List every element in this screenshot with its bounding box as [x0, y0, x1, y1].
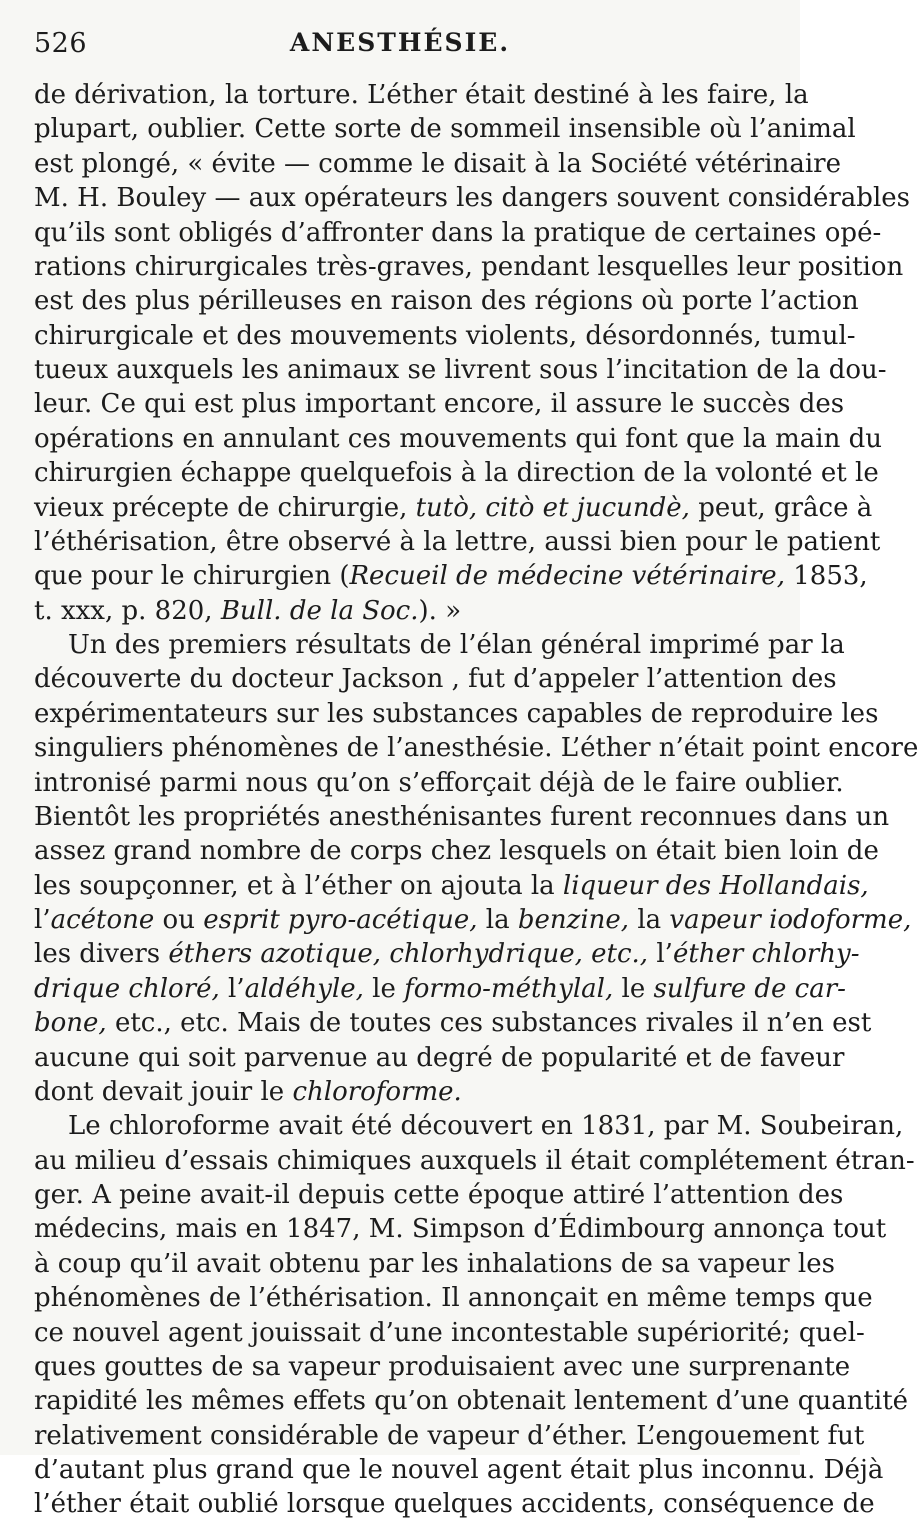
- text-segment: l’: [34, 905, 51, 935]
- running-head: [34, 28, 766, 68]
- text-segment: au milieu d’essais chimiques auxquels il était complétement étran-: [34, 1145, 915, 1176]
- text-line: [34, 731, 918, 765]
- text-line: [34, 1109, 904, 1143]
- text-line: [34, 1075, 758, 1109]
- text-segment: aucune qui soit parvenue au degré de popularité et de faveur: [34, 1042, 845, 1073]
- running-title: ANESTHÉSIE.: [289, 28, 511, 57]
- text-segment: ou: [154, 905, 204, 935]
- italic-text: Recueil de médecine vétérinaire,: [349, 561, 785, 592]
- text-segment: t. xxx, p. 820,: [34, 595, 221, 626]
- text-line: [34, 1041, 845, 1075]
- text-line: [34, 319, 856, 353]
- page-number: 526: [34, 28, 88, 59]
- text-segment: est des plus périlleuses en raison des régions où porte l’action: [34, 286, 859, 317]
- text-line: [34, 697, 879, 731]
- text-segment: assez grand nombre de corps chez lesquels on était bien loin de: [34, 836, 879, 867]
- text-segment: rations chirurgicales très-graves, pendant lesquelles leur position: [34, 251, 904, 282]
- text-segment: l’éthérisation, être observé à la lettre, aussi bien pour le patient: [34, 526, 881, 557]
- text-line: [34, 422, 883, 456]
- text-line: [34, 594, 758, 628]
- text-segment: ques gouttes de sa vapeur produisaient avec une surprenante: [34, 1351, 851, 1382]
- text-line: [34, 559, 868, 593]
- text-line: [34, 1453, 884, 1487]
- text-line: [34, 628, 845, 662]
- text-segment: la: [477, 905, 518, 935]
- text-line: [34, 869, 869, 903]
- text-segment: dont devait jouir le: [34, 1076, 293, 1107]
- text-line: [34, 1350, 851, 1384]
- text-segment: est plongé, « évite — comme le disait à la Société vétérinaire: [34, 148, 841, 179]
- text-segment: peut, grâce à: [689, 492, 873, 523]
- text-line: [34, 1212, 887, 1246]
- text-line: [34, 834, 879, 868]
- text-segment: ger. A peine avait-il depuis cette époque attiré l’attention des: [34, 1180, 844, 1210]
- italic-text: éthers azotique, chlorhydrique, etc.,: [168, 939, 649, 970]
- text-segment: le: [613, 973, 654, 1004]
- text-segment: chirurgicale et des mouvements violents, désordonnés, tumul-: [34, 320, 856, 351]
- text-line: [34, 937, 860, 971]
- text-line: [34, 525, 881, 559]
- text-line: [34, 181, 910, 215]
- text-segment: de dérivation, la torture. L’éther était destiné à les faire, la: [34, 80, 809, 110]
- text-segment: à coup qu’il avait obtenu par les inhalations de sa vapeur les: [34, 1248, 835, 1279]
- italic-text: vapeur iodoforme,: [669, 905, 912, 935]
- text-segment: opérations en annulant ces mouvements qui font que la main du: [34, 423, 883, 454]
- italic-text: sulfure de car-: [653, 973, 846, 1004]
- italic-text: benzine,: [517, 905, 630, 935]
- text-line: [34, 78, 809, 112]
- text-line: [34, 1281, 873, 1315]
- text-line: [34, 1247, 835, 1281]
- text-segment: les soupçonner, et à l’éther on ajouta la: [34, 870, 563, 901]
- text-segment: chirurgien échappe quelquefois à la direction de la volonté et le: [34, 458, 879, 489]
- text-segment: Un des premiers résultats de l’élan général imprimé par la: [68, 630, 845, 660]
- text-line: [34, 903, 912, 937]
- text-segment: etc., etc. Mais de toutes ces substances rivales il n’en est: [106, 1008, 872, 1039]
- italic-text: acétone: [50, 905, 155, 935]
- text-segment: la: [629, 905, 670, 935]
- italic-text: éther chlorhy-: [672, 939, 860, 970]
- text-segment: leur. Ce qui est plus important encore, il assure le succès des: [34, 389, 845, 420]
- text-line: [34, 972, 846, 1006]
- text-line: [34, 216, 882, 250]
- text-line: [34, 662, 837, 696]
- text-segment: rapidité les mêmes effets qu’on obtenait lentement d’une quantité: [34, 1386, 909, 1417]
- text-segment: l’: [648, 939, 673, 970]
- text-segment: ). »: [418, 595, 462, 626]
- italic-text: liqueur des Hollandais,: [562, 870, 869, 901]
- text-segment: plupart, oublier. Cette sorte de sommeil insensible où l’animal: [34, 114, 856, 145]
- text-line: [34, 456, 879, 490]
- text-line: [34, 491, 873, 525]
- text-segment: Le chloroforme avait été découvert en 1831, par M. Soubeiran,: [68, 1111, 904, 1142]
- text-line: [34, 1384, 909, 1418]
- text-segment: le: [363, 973, 405, 1004]
- text-segment: Bientôt les propriétés anesthénisantes furent reconnues dans un: [34, 801, 890, 832]
- text-segment: qu’ils sont obligés d’affronter dans la pratique de certaines opé-: [34, 217, 882, 248]
- text-line: [34, 1316, 865, 1350]
- text-line: [34, 766, 844, 800]
- text-line: [34, 112, 856, 146]
- text-segment: expérimentateurs sur les substances capables de reproduire les: [34, 698, 879, 729]
- text-segment: M. H. Bouley — aux opérateurs les dangers souvent considérables: [34, 183, 910, 214]
- text-segment: intronisé parmi nous qu’on s’efforçait déjà de le faire oublier.: [34, 767, 844, 798]
- text-line: [34, 800, 890, 834]
- italic-text: bone,: [34, 1008, 107, 1039]
- text-line: [34, 1144, 915, 1178]
- text-segment: 1853,: [784, 561, 868, 592]
- italic-text: esprit pyro-acétique,: [203, 905, 478, 935]
- text-segment: l’éther était oublié lorsque quelques accidents, conséquence de: [34, 1489, 875, 1520]
- italic-text: formo-méthylal,: [404, 973, 614, 1004]
- italic-text: chloroforme.: [292, 1076, 462, 1107]
- text-line: [34, 250, 904, 284]
- italic-text: drique chloré,: [34, 973, 220, 1004]
- text-line: [34, 1178, 844, 1212]
- text-segment: vieux précepte de chirurgie,: [34, 492, 416, 523]
- italic-text: tutò, citò et jucundè,: [415, 492, 690, 523]
- text-segment: l’: [219, 973, 245, 1004]
- text-segment: ce nouvel agent jouissait d’une incontestable supériorité; quel-: [34, 1317, 865, 1348]
- text-line: [34, 1006, 872, 1040]
- text-segment: que pour le chirurgien (: [34, 561, 350, 592]
- text-line: [34, 147, 841, 181]
- text-segment: relativement considérable de vapeur d’éther. L’engouement fut: [34, 1420, 865, 1451]
- text-segment: phénomènes de l’éthérisation. Il annonçait en même temps que: [34, 1283, 873, 1314]
- text-segment: médecins, mais en 1847, M. Simpson d’Édimbourg annonça tout: [34, 1214, 887, 1245]
- text-line: [34, 1487, 875, 1521]
- text-segment: tueux auxquels les animaux se livrent sous l’incitation de la dou-: [34, 355, 887, 385]
- italic-text: aldéhyle,: [244, 973, 364, 1004]
- text-line: [34, 387, 845, 421]
- body-text: [34, 78, 918, 1522]
- text-segment: découverte du docteur Jackson , fut d’appeler l’attention des: [34, 664, 837, 695]
- text-segment: les divers: [34, 939, 169, 970]
- text-line: [34, 284, 859, 318]
- text-line: [34, 1419, 865, 1453]
- italic-text: Bull. de la Soc.: [220, 595, 419, 626]
- text-line: [34, 353, 887, 387]
- text-segment: singuliers phénomènes de l’anesthésie. L’éther n’était point encore: [34, 733, 918, 764]
- text-segment: d’autant plus grand que le nouvel agent était plus inconnu. Déjà: [34, 1455, 884, 1485]
